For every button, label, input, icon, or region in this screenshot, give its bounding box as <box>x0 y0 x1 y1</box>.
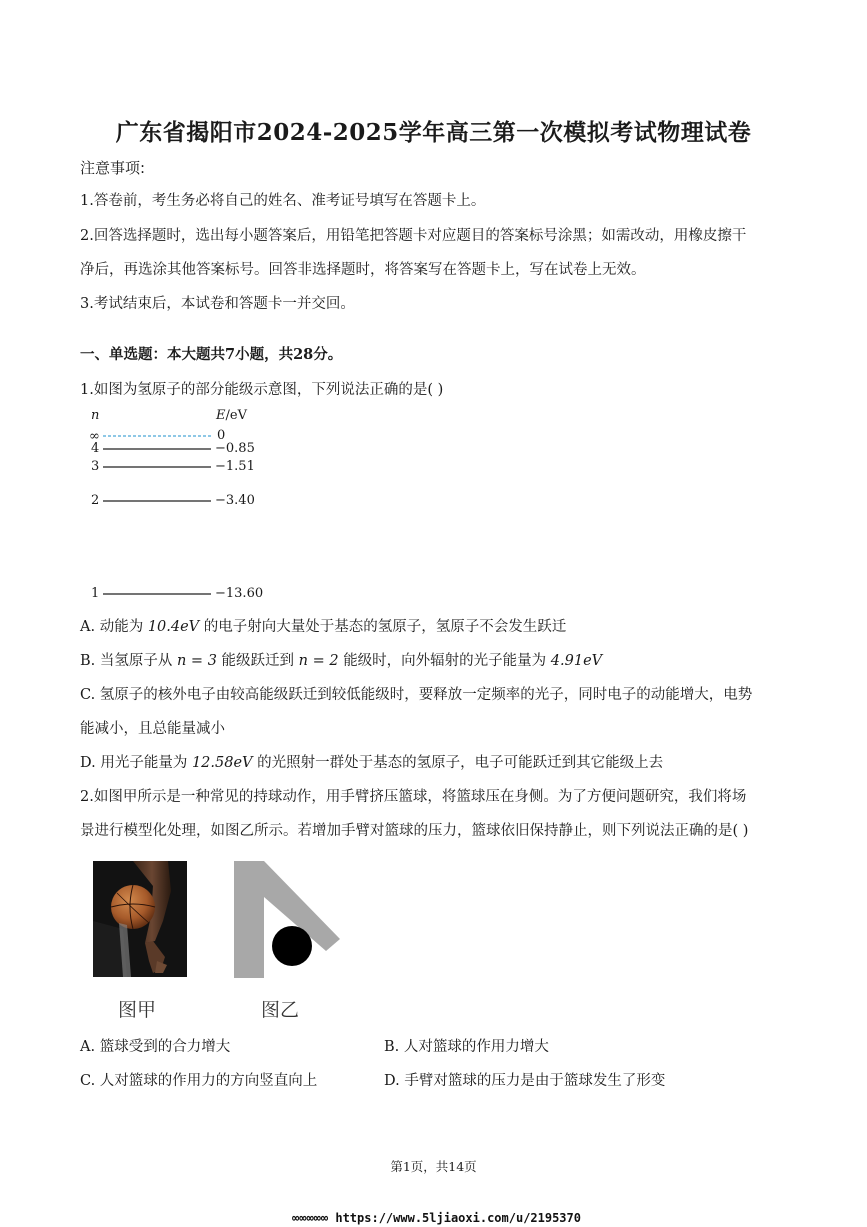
level-n-2: 2 <box>91 493 100 508</box>
notice-item-1: 1.答卷前，考生务必将自己的姓名、准考证号填写在答题卡上。 <box>80 193 486 209</box>
q1-option-b-pre: B. 当氢原子从 <box>80 653 173 669</box>
level-n-4: 4 <box>91 441 100 456</box>
level-n-1: 1 <box>91 586 100 601</box>
q1-option-c-line1: C. 氢原子的核外电子由较高能级跃迁到较低能级时，要释放一定频率的光子，同时电子的动能增大，电势 <box>80 687 753 703</box>
q1-option-b-math3: 4.91eV <box>550 653 603 669</box>
figure-a-photo <box>93 861 187 977</box>
q1-option-c-line2: 能减小，且总能量减小 <box>80 721 225 737</box>
energy-level-diagram <box>85 405 285 605</box>
notice-item-3: 3.考试结束后，本试卷和答题卡一并交回。 <box>80 296 355 312</box>
q1-option-b-mid2: 能级时，向外辐射的光子能量为 <box>343 653 547 669</box>
q1-option-d-math: 12.58eV <box>191 755 253 771</box>
q2-option-a: A. 篮球受到的合力增大 <box>80 1039 231 1055</box>
q1-option-d-pre: D. 用光子能量为 <box>80 755 188 771</box>
figure-b-model <box>234 861 342 979</box>
q1-option-a-math: 10.4eV <box>147 619 200 635</box>
level-energy-2: −3.40 <box>215 493 255 508</box>
axis-label-energy <box>216 408 247 423</box>
q1-option-a-pre: A. 动能为 <box>80 619 144 635</box>
notice-item-2: 2.回答选择题时，选出每小题答案后，用铅笔把答题卡对应题目的答案标号涂黑；如需改动，用橡皮擦干 <box>80 228 747 244</box>
q1-stem: 1.如图为氢原子的部分能级示意图，下列说法正确的是( ) <box>80 382 444 398</box>
q1-option-b-mid: 能级跃迁到 <box>221 653 295 669</box>
page-number: 第1页，共14页 <box>390 1159 477 1174</box>
section-heading: 一、单选题：本大题共7小题，共28分。 <box>80 346 343 363</box>
q1-option-b-math2: n = 2 <box>298 653 339 669</box>
axis-label-energy-symbol: E <box>216 408 226 423</box>
q2-stem-line1: 2.如图甲所示是一种常见的持球动作，用手臂挤压篮球，将篮球压在身侧。为了方便问题研究，我们将场 <box>80 789 747 805</box>
document-title: 广东省揭阳市2024-2025学年高三第一次模拟考试物理试卷 <box>115 119 752 146</box>
q2-option-d: D. 手臂对篮球的压力是由于篮球发生了形变 <box>384 1073 666 1089</box>
q2-option-b: B. 人对篮球的作用力增大 <box>384 1039 549 1055</box>
q1-option-a <box>80 617 566 637</box>
axis-label-energy-unit: /eV <box>225 408 247 423</box>
ball <box>272 926 312 966</box>
q2-stem-line2: 景进行模型化处理，如图乙所示。若增加手臂对篮球的压力，篮球依旧保持静止，则下列说法正确的是( ) <box>80 823 749 839</box>
level-energy-infinity: 0 <box>217 428 226 443</box>
level-n-infinity: ∞ <box>89 429 100 444</box>
watermark-url: ∞∞∞∞∞ https://www.5ljiaoxi.com/u/2195370 <box>292 1211 581 1225</box>
figure-b-caption: 图乙 <box>261 999 300 1021</box>
q1-option-b <box>80 651 602 671</box>
wall-body <box>234 861 264 978</box>
level-energy-1: −13.60 <box>215 586 264 601</box>
level-n-3: 3 <box>91 459 100 474</box>
level-energy-3: −1.51 <box>215 459 255 474</box>
q1-option-d-post: 的光照射一群处于基态的氢原子，电子可能跃迁到其它能级上去 <box>257 755 664 771</box>
q1-option-a-post: 的电子射向大量处于基态的氢原子，氢原子不会发生跃迁 <box>203 619 567 635</box>
figure-a-caption: 图甲 <box>118 999 157 1021</box>
notice-item-2-cont: 净后，再选涂其他答案标号。回答非选择题时，将答案写在答题卡上，写在试卷上无效。 <box>80 262 646 278</box>
axis-label-n: n <box>91 408 100 423</box>
q1-option-d <box>80 753 663 773</box>
q2-option-c: C. 人对篮球的作用力的方向竖直向上 <box>80 1073 318 1089</box>
level-energy-4: −0.85 <box>215 441 255 456</box>
q1-option-b-math1: n = 3 <box>176 653 217 669</box>
notice-heading: 注意事项: <box>80 159 146 177</box>
